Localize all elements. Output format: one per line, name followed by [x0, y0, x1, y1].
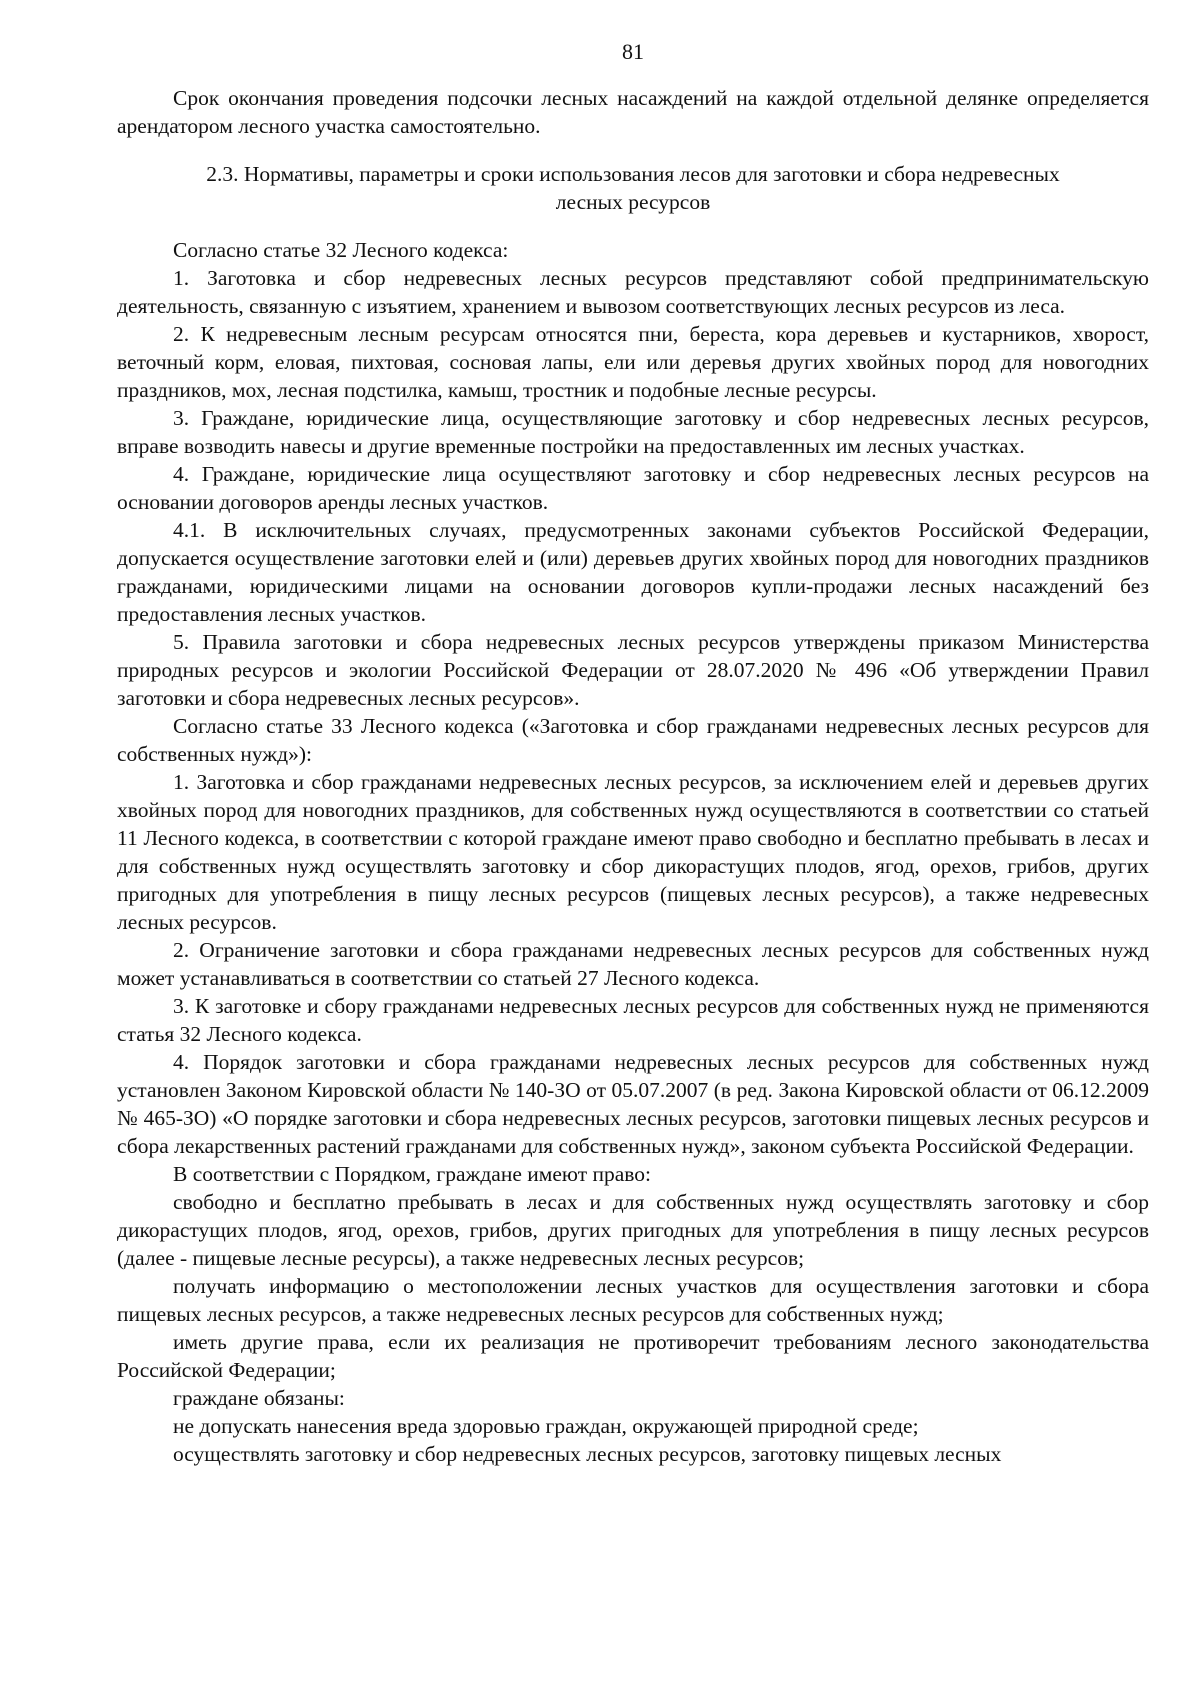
paragraph: граждане обязаны: — [173, 1386, 345, 1410]
paragraph: 4.1. В исключительных случаях, предусмотренных законами субъектов Российской Федерации, допускается осуществление заготовки елей и (или) деревьев других хвойных пород для новогодних праздников гражданами, юридическими лицами на основании договоров купли-продажи лесных насаждений без предоставления лесных участков. — [117, 518, 1149, 626]
paragraph: свободно и бесплатно пребывать в лесах и для собственных нужд осуществлять заготовку и сбор дикорастущих плодов, ягод, орехов, грибов, других пригодных для употребления в пищу лесных ресурсов (далее - пищевые лесные ресурсы), а также недревесных лесных ресурсов; — [117, 1190, 1149, 1270]
paragraph: 2. Ограничение заготовки и сбора гражданами недревесных лесных ресурсов для собственных нужд может устанавливаться в соответствии со статьей 27 Лесного кодекса. — [117, 938, 1149, 990]
paragraph: 5. Правила заготовки и сбора недревесных лесных ресурсов утверждены приказом Министерства природных ресурсов и экологии Российской Федерации от 28.07.2020 № 496 «Об утверждении Правил заготовки и сбора недревесных лесных ресурсов». — [117, 630, 1149, 710]
paragraph: 1. Заготовка и сбор недревесных лесных ресурсов представляют собой предпринимательскую деятельность, связанную с изъятием, хранением и вывозом соответствующих лесных ресурсов из леса. — [117, 266, 1149, 318]
paragraph: В соответствии с Порядком, граждане имеют право: — [173, 1162, 651, 1186]
paragraph: иметь другие права, если их реализация не противоречит требованиям лесного законодательства Российской Федерации; — [117, 1330, 1149, 1382]
paragraph: Согласно статье 33 Лесного кодекса («Заготовка и сбор гражданами недревесных лесных ресурсов для собственных нужд»): — [117, 714, 1149, 766]
paragraph: 2. К недревесным лесным ресурсам относятся пни, береста, кора деревьев и кустарников, хворост, веточный корм, еловая, пихтовая, сосновая лапы, ели или деревья других хвойных пород для новогодних праздников, мох, лесная подстилка, камыш, тростник и подобные лесные ресурсы. — [117, 322, 1149, 402]
paragraph: 3. К заготовке и сбору гражданами недревесных лесных ресурсов для собственных нужд не применяются статья 32 Лесного кодекса. — [117, 994, 1149, 1046]
paragraph: не допускать нанесения вреда здоровью граждан, окружающей природной среде; — [173, 1414, 919, 1438]
intro-paragraph: Срок окончания проведения подсочки лесных насаждений на каждой отдельной делянке определяется арендатором лесного участка самостоятельно. — [117, 86, 1149, 138]
paragraph: получать информацию о местоположении лесных участков для осуществления заготовки и сбора пищевых лесных ресурсов, а также недревесных лесных ресурсов для собственных нужд; — [117, 1274, 1149, 1326]
paragraph: 4. Граждане, юридические лица осуществляют заготовку и сбор недревесных лесных ресурсов на основании договоров аренды лесных участков. — [117, 462, 1149, 514]
page-number: 81 — [622, 39, 644, 64]
section-heading-line-2: лесных ресурсов — [555, 190, 711, 214]
paragraph: 4. Порядок заготовки и сбора гражданами недревесных лесных ресурсов для собственных нужд установлен Законом Кировской области № 140-ЗО от 05.07.2007 (в ред. Закона Кировской области от 06.12.2009 № 465-ЗО) «О порядке заготовки и сбора недревесных лесных ресурсов, заготовки пищевых лесных ресурсов и сбора лекарственных растений гражданами для собственных нужд», законом субъекта Российской Федерации. — [117, 1050, 1149, 1158]
document-page — [117, 38, 1149, 1468]
paragraph: осуществлять заготовку и сбор недревесных лесных ресурсов, заготовку пищевых лесных — [173, 1442, 1002, 1466]
paragraph: 3. Граждане, юридические лица, осуществляющие заготовку и сбор недревесных лесных ресурсов, вправе возводить навесы и другие временные постройки на предоставленных им лесных участках. — [117, 406, 1149, 458]
section-heading-line-1: 2.3. Нормативы, параметры и сроки использования лесов для заготовки и сбора недревесных — [206, 162, 1060, 186]
paragraph: 1. Заготовка и сбор гражданами недревесных лесных ресурсов, за исключением елей и деревьев других хвойных пород для новогодних праздников, для собственных нужд осуществляются в соответствии со статьей 11 Лесного кодекса, в соответствии с которой граждане имеют право свободно и бесплатно пребывать в лесах и для собственных нужд осуществлять заготовку и сбор дикорастущих плодов, ягод, орехов, грибов, других пригодных для употребления в пищу лесных ресурсов (пищевых лесных ресурсов), а также недревесных лесных ресурсов. — [117, 770, 1149, 934]
body-text — [117, 236, 1149, 1468]
paragraph: Согласно статье 32 Лесного кодекса: — [173, 238, 509, 262]
section-heading — [117, 160, 1149, 216]
